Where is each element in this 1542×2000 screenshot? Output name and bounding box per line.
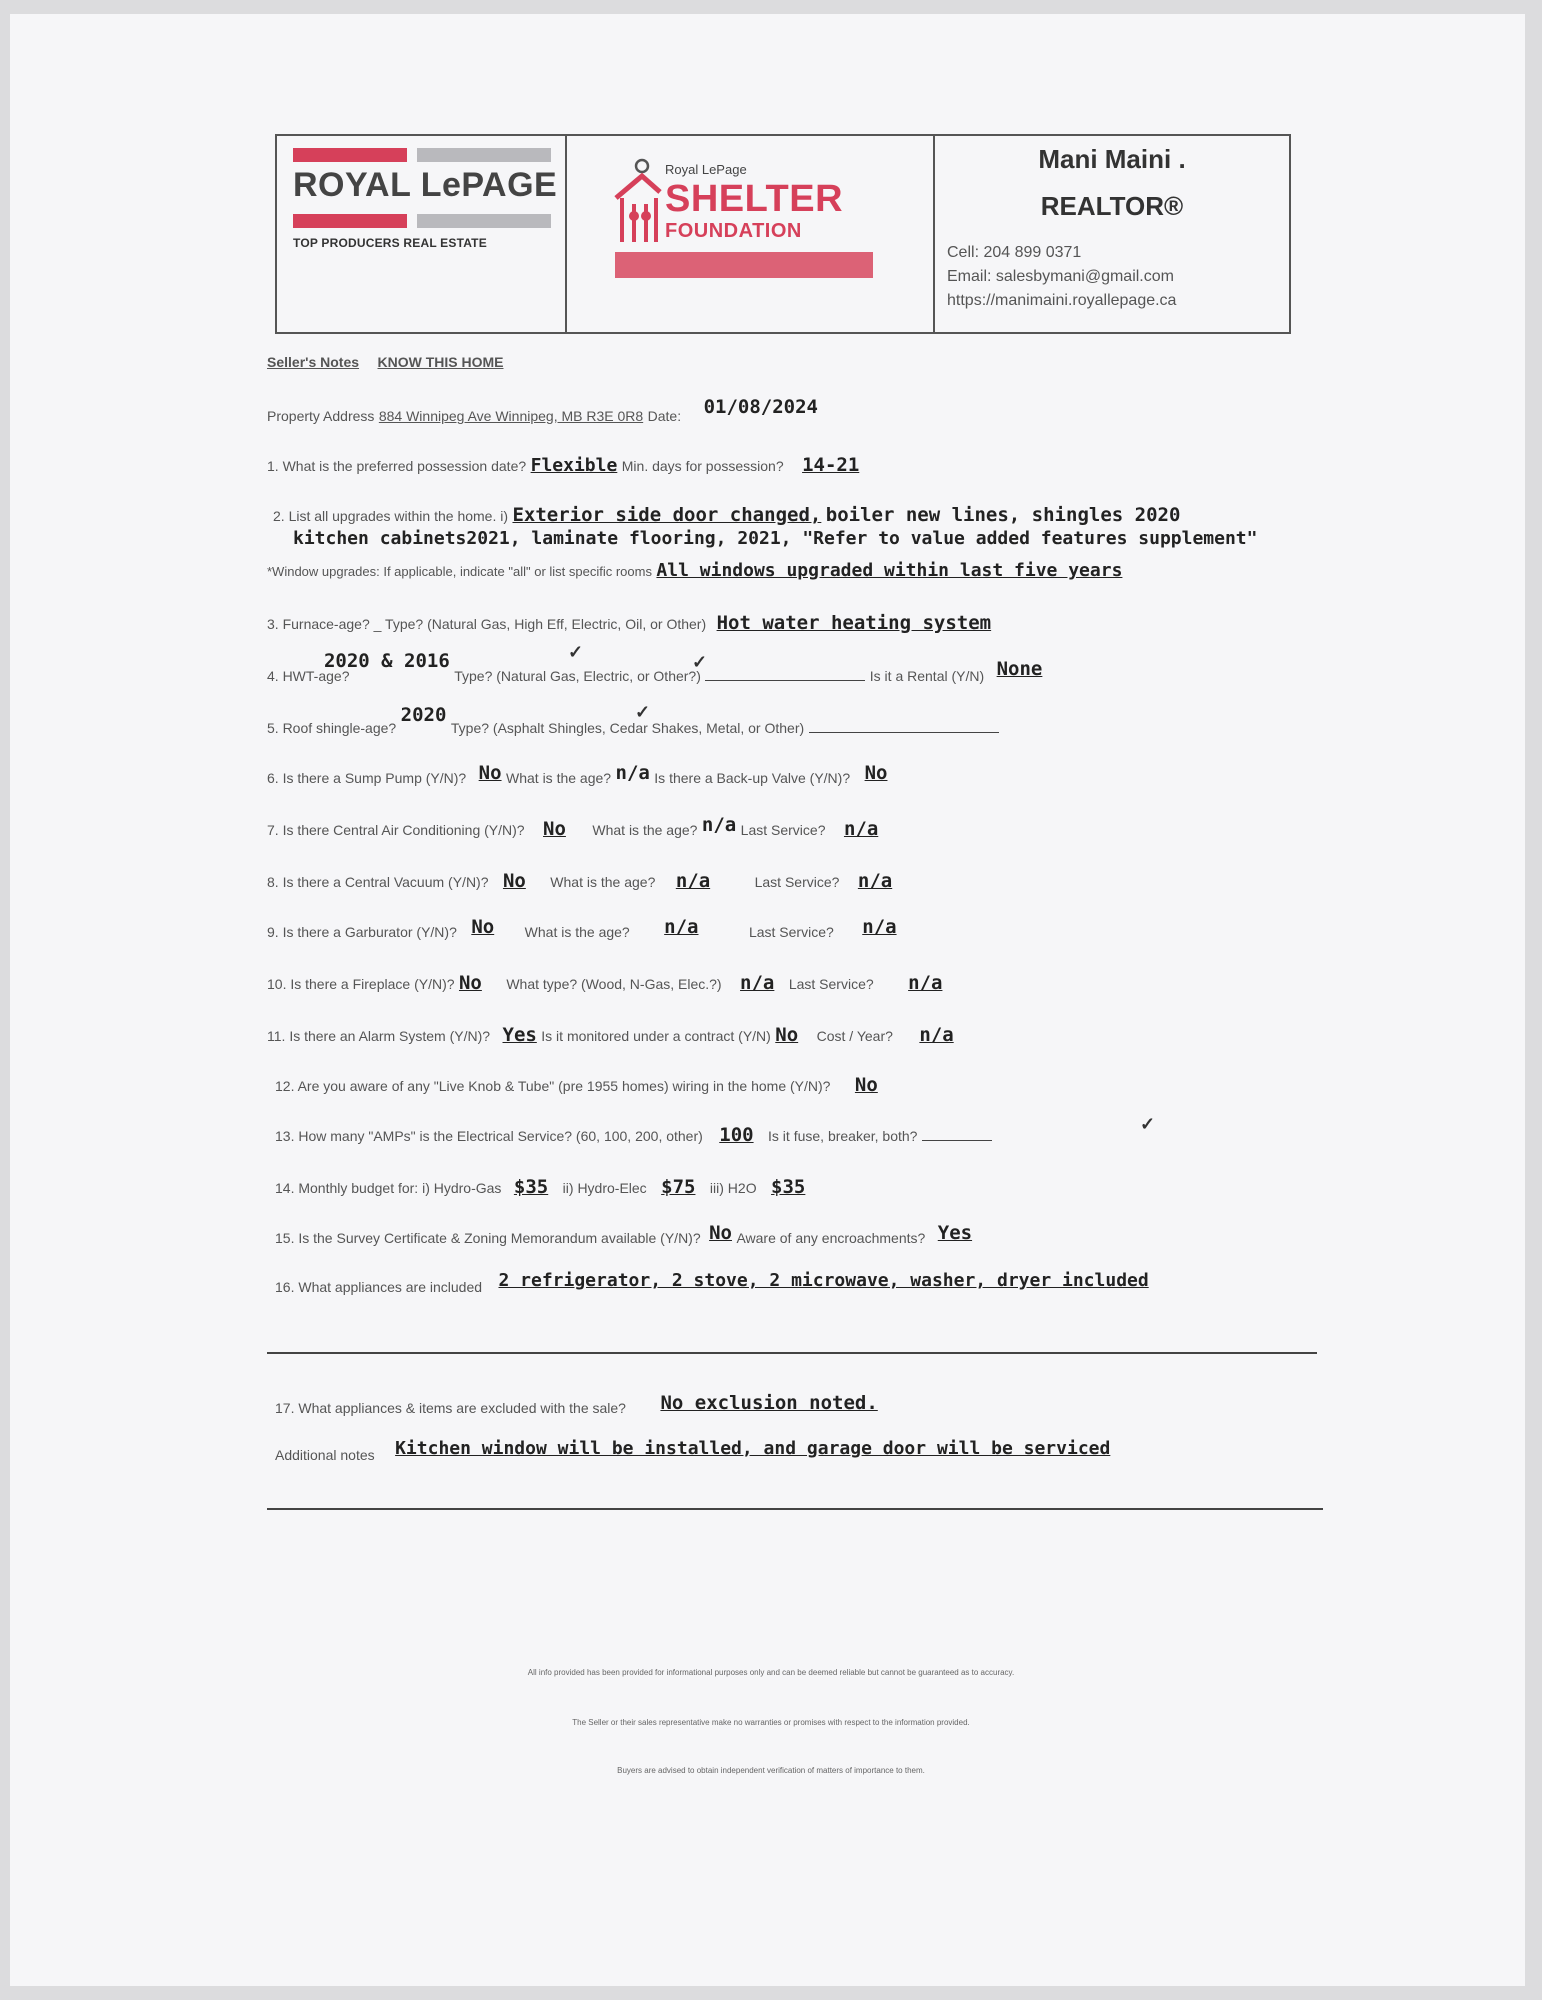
q8-answer: No <box>502 870 526 892</box>
disclaimer-2: The Seller or their sales representative make no warranties or promises with respect to the information provided. <box>572 1718 970 1727</box>
q16-label: 16. What appliances are included <box>275 1279 483 1295</box>
shelter-title: SHELTER <box>665 178 844 220</box>
q6-label: 6. Is there a Sump Pump (Y/N)? <box>267 770 467 786</box>
q8-label: 8. Is there a Central Vacuum (Y/N)? <box>267 874 489 890</box>
agent-cell: Cell: 204 899 0371 <box>947 244 1082 261</box>
notes-label: Additional notes <box>275 1447 375 1463</box>
agent-name: Mani Maini . <box>1038 144 1186 174</box>
document-page <box>10 14 1525 1986</box>
shelter-subtitle: FOUNDATION <box>665 220 802 242</box>
q9-label: 9. Is there a Garburator (Y/N)? <box>267 924 457 940</box>
blank-line <box>267 1508 1323 1510</box>
q8-service-label: Last Service? <box>754 874 840 890</box>
q15-answer: No <box>709 1222 732 1244</box>
blank-line <box>267 1352 1317 1354</box>
q4-label: 4. HWT-age? <box>267 668 350 684</box>
disclaimer-3: Buyers are advised to obtain independent verification of matters of importance to them. <box>617 1766 925 1775</box>
checkmark-icon: ✓ <box>1140 1114 1156 1134</box>
q6-valve-label: Is there a Back-up Valve (Y/N)? <box>654 770 851 786</box>
q14-label: 14. Monthly budget for: i) Hydro-Gas <box>275 1180 502 1196</box>
q12-answer: No <box>854 1074 878 1096</box>
notes-answer: Kitchen window will be installed, and garage door will be serviced <box>395 1438 1111 1459</box>
agent-contact <box>935 136 1289 332</box>
q10-answer: No <box>458 972 482 994</box>
q9-age-label: What is the age? <box>524 924 630 940</box>
q9-service-answer: n/a <box>862 916 897 938</box>
q1-label: 1. What is the preferred possession date? <box>267 458 527 474</box>
q14-h2o-label: iii) H2O <box>709 1180 757 1196</box>
q11-monitored-label: Is it monitored under a contract (Y/N) <box>541 1028 771 1044</box>
q7-service-label: Last Service? <box>740 822 826 838</box>
q13-answer: 100 <box>719 1124 754 1146</box>
shelter-foundation-logo <box>567 136 935 332</box>
q9-answer: No <box>471 916 495 938</box>
q7-answer: No <box>543 818 566 840</box>
q2-answer-line2: kitchen cabinets2021, laminate flooring, 2021, "Refer to value added features supplement" <box>293 528 1258 549</box>
q17-label: 17. What appliances & items are excluded with the sale? <box>275 1400 626 1416</box>
q10-label: 10. Is there a Fireplace (Y/N)? <box>267 976 455 992</box>
q6-age-answer: n/a <box>615 762 650 784</box>
brand-name: ROYAL LePAGE <box>293 166 558 204</box>
q6-age-label: What is the age? <box>506 770 612 786</box>
shelter-org: Royal LePage <box>665 162 747 177</box>
checkmark-icon: ✓ <box>692 652 708 672</box>
q15-encroach-label: Aware of any encroachments? <box>736 1230 926 1246</box>
q8-age-answer: n/a <box>675 870 711 892</box>
q10-service-answer: n/a <box>908 972 943 994</box>
q5-label: 5. Roof shingle-age? <box>267 720 397 736</box>
section-title: KNOW THIS HOME <box>377 354 504 370</box>
q1-min-answer: 14-21 <box>802 454 860 476</box>
q10-type-answer: n/a <box>740 972 775 994</box>
q4-age-answer: 2020 & 2016 <box>323 650 450 672</box>
q5-age-answer: 2020 <box>400 704 447 726</box>
checkmark-icon: ✓ <box>635 702 651 722</box>
agent-email: Email: salesbymani@gmail.com <box>947 268 1174 285</box>
q3-answer: Hot water heating system <box>716 612 992 634</box>
q9-service-label: Last Service? <box>748 924 834 940</box>
agent-website: https://manimaini.royallepage.ca <box>947 292 1177 309</box>
brand-tagline: TOP PRODUCERS REAL ESTATE <box>293 236 487 250</box>
q4-rental-answer: None <box>996 658 1043 680</box>
section-label: Seller's Notes <box>267 354 360 370</box>
q12-label: 12. Are you aware of any "Live Knob & Tube" (pre 1955 homes) wiring in the home (Y/N)? <box>275 1078 831 1094</box>
q11-cost-label: Cost / Year? <box>816 1028 893 1044</box>
q15-label: 15. Is the Survey Certificate & Zoning Memorandum available (Y/N)? <box>275 1230 701 1246</box>
q4-rental-label: Is it a Rental (Y/N) <box>869 668 985 684</box>
date-value: 01/08/2024 <box>703 396 818 418</box>
q2-answer-a: Exterior side door changed, <box>512 504 822 526</box>
q13-fuse-label: Is it fuse, breaker, both? <box>768 1128 918 1144</box>
q14-elec-label: ii) Hydro-Elec <box>562 1180 647 1196</box>
q2-window-answer: All windows upgraded within last five years <box>656 560 1123 581</box>
q11-label: 11. Is there an Alarm System (Y/N)? <box>267 1028 491 1044</box>
q14-gas-answer: $35 <box>513 1176 549 1198</box>
q2-answer-b: boiler new lines, shingles 2020 <box>825 504 1181 526</box>
q1-min-label: Min. days for possession? <box>621 458 784 474</box>
q13-label: 13. How many "AMPs" is the Electrical Service? (60, 100, 200, other) <box>275 1128 703 1144</box>
q1-answer: Flexible <box>530 455 618 476</box>
q2-window-label: *Window upgrades: If applicable, indicate "all" or list specific rooms <box>267 564 652 579</box>
q7-service-answer: n/a <box>843 818 879 840</box>
q10-service-label: Last Service? <box>788 976 874 992</box>
q10-type-label: What type? (Wood, N-Gas, Elec.?) <box>506 976 722 992</box>
q14-h2o-answer: $35 <box>771 1176 806 1198</box>
q7-age-answer: n/a <box>701 814 737 836</box>
q15-encroach-answer: Yes <box>937 1222 973 1244</box>
checkmark-icon: ✓ <box>568 642 584 662</box>
agent-title: REALTOR® <box>1040 191 1184 221</box>
q14-elec-answer: $75 <box>661 1176 696 1198</box>
q4-type-label: Type? (Natural Gas, Electric, or Other?) <box>454 668 701 684</box>
q7-label: 7. Is there Central Air Conditioning (Y/N)? <box>267 822 525 838</box>
brand-logo <box>277 136 567 332</box>
q16-answer: 2 refrigerator, 2 stove, 2 microwave, washer, dryer included <box>498 1270 1149 1291</box>
q17-answer: No exclusion noted. <box>660 1392 878 1414</box>
q11-answer: Yes <box>502 1024 537 1046</box>
q6-answer: No <box>478 762 502 784</box>
q11-cost-answer: n/a <box>919 1024 954 1046</box>
q2-label: 2. List all upgrades within the home. i) <box>273 508 509 524</box>
date-label: Date: <box>647 408 682 424</box>
q6-valve-answer: No <box>864 762 888 784</box>
q3-label: 3. Furnace-age? _ Type? (Natural Gas, High Eff, Electric, Oil, or Other) <box>267 616 707 632</box>
address-value: 884 Winnipeg Ave Winnipeg, MB R3E 0R8 <box>378 408 644 424</box>
house-family-icon <box>612 158 662 244</box>
letterhead <box>275 134 1291 334</box>
q5-type-label: Type? (Asphalt Shingles, Cedar Shakes, Metal, or Other) <box>450 720 805 736</box>
q8-service-answer: n/a <box>857 870 893 892</box>
disclaimer-1: All info provided has been provided for informational purposes only and can be deemed reliable but cannot be guaranteed as to accuracy. <box>527 1668 1015 1677</box>
q8-age-label: What is the age? <box>550 874 656 890</box>
q7-age-label: What is the age? <box>592 822 698 838</box>
q9-age-answer: n/a <box>664 916 699 938</box>
shelter-banner <box>615 252 873 278</box>
address-label: Property Address <box>267 408 375 424</box>
q11-monitored-answer: No <box>775 1024 799 1046</box>
